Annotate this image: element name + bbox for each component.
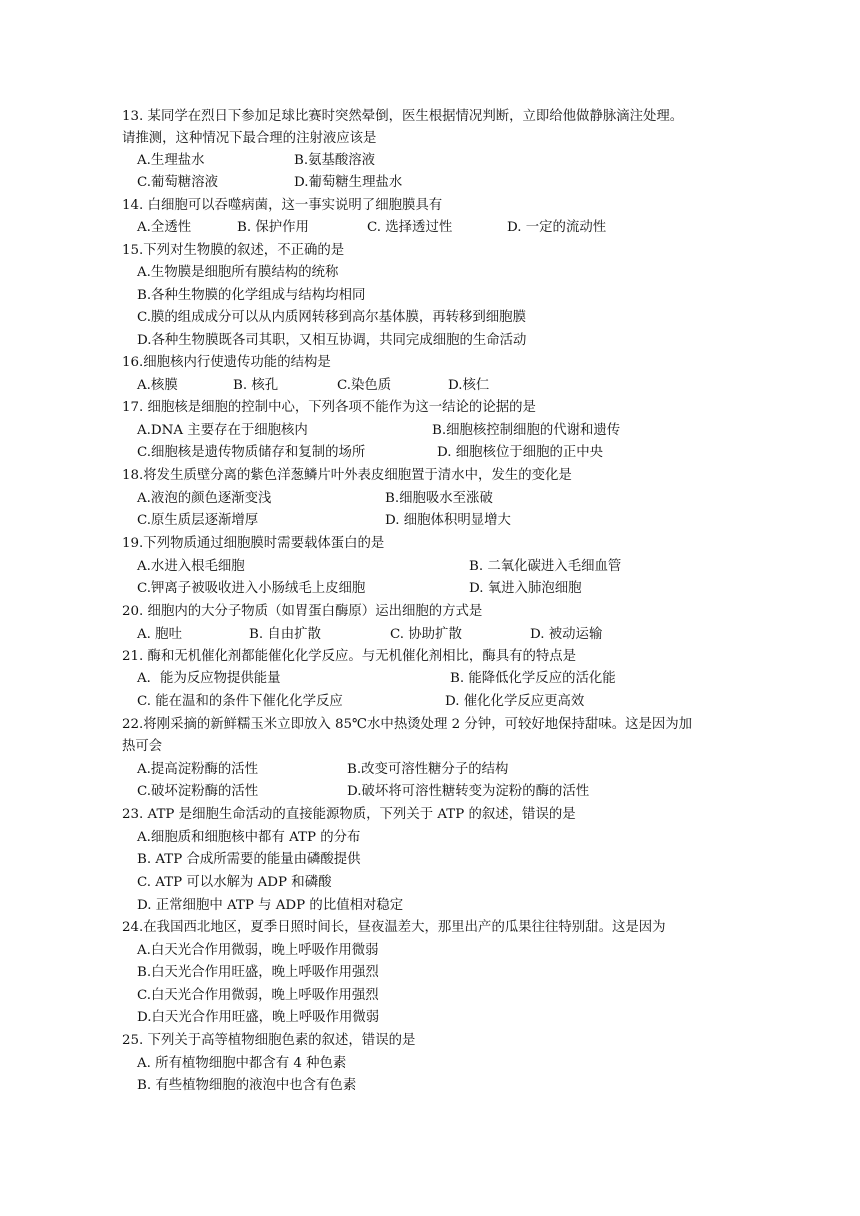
question-13-option-a: A.生理盐水 [137, 153, 205, 168]
question-25-stem: 25. 下列关于高等植物细胞色素的叙述，错误的是 [122, 1033, 416, 1048]
question-16-option-a: A.核膜 [137, 378, 178, 393]
question-21-option-b: B. 能降低化学反应的活化能 [450, 671, 616, 686]
question-21-option-d: D. 催化化学反应更高效 [445, 694, 585, 709]
question-25-option-b [137, 1076, 827, 1096]
question-16-option-b: B. 核孔 [233, 378, 279, 393]
question-24-option-a [137, 941, 827, 961]
question-18-option-a: A.液泡的颜色逐渐变浅 [137, 491, 272, 506]
question-22-option-a: A.提高淀粉酶的活性 [137, 762, 259, 777]
question-20-option-c: C. 协助扩散 [390, 627, 462, 642]
question-20-options-row [137, 625, 827, 645]
question-23-option-a-text: A.细胞质和细胞核中都有 ATP 的分布 [137, 830, 361, 845]
question-18-option-c: C.原生质层逐渐增厚 [137, 513, 259, 528]
question-15-option-a [137, 263, 827, 283]
question-15-stem: 15.下列对生物膜的叙述，不正确的是 [122, 243, 345, 258]
question-17-option-d: D. 细胞核位于细胞的正中央 [437, 445, 604, 460]
question-20-option-a: A. 胞吐 [137, 627, 182, 642]
question-24-stem: 24.在我国西北地区，夏季日照时间长，昼夜温差大，那里出产的瓜果往往特别甜。这是因为 [122, 920, 666, 935]
question-15-option-d-text: D.各种生物膜既各司其职，又相互协调，共同完成细胞的生命活动 [137, 333, 527, 348]
question-18-options-row-1 [137, 489, 827, 509]
question-19-option-d: D. 氧进入肺泡细胞 [469, 581, 582, 596]
question-13-option-b: B.氨基酸溶液 [294, 153, 376, 168]
question-14-options-row [137, 218, 827, 238]
question-17-option-c: C.细胞核是遗传物质储存和复制的场所 [137, 445, 366, 460]
question-15-option-a-text: A.生物膜是细胞所有膜结构的统称 [137, 265, 339, 280]
question-15-option-b-text: B.各种生物膜的化学组成与结构均相同 [137, 288, 366, 303]
question-13-option-c: C.葡萄糖溶液 [137, 175, 218, 190]
question-24-option-c [137, 986, 827, 1006]
question-13-stem: 13. 某同学在烈日下参加足球比赛时突然晕倒，医生根据情况判断，立即给他做静脉滴注处理。 [122, 109, 684, 124]
question-19-options-row-2 [137, 579, 827, 599]
question-20-option-b: B. 自由扩散 [249, 627, 321, 642]
question-22-stem-cont: 热可会 [122, 739, 163, 754]
question-22-stem: 22.将刚采摘的新鲜糯玉米立即放入 85℃水中热烫处理 2 分钟，可较好地保持甜味。这是因为加 [122, 717, 693, 732]
question-15-option-c-text: C.膜的组成成分可以从内质网转移到高尔基体膜，再转移到细胞膜 [137, 310, 526, 325]
question-19-stem: 19.下列物质通过细胞膜时需要载体蛋白的是 [122, 536, 385, 551]
question-21-stem: 21. 酶和无机催化剂都能催化化学反应。与无机催化剂相比，酶具有的特点是 [122, 649, 577, 664]
question-22-options-row-1 [137, 760, 827, 780]
question-23-stem: 23. ATP 是细胞生命活动的直接能源物质，下列关于 ATP 的叙述，错误的是 [122, 807, 576, 822]
question-15-option-d [137, 331, 827, 351]
question-23-option-d-text: D. 正常细胞中 ATP 与 ADP 的比值相对稳定 [137, 898, 404, 913]
question-22-option-b: B.改变可溶性糖分子的结构 [347, 762, 509, 777]
question-14-option-a: A.全透性 [137, 220, 192, 235]
question-13-options-row-2 [137, 173, 827, 193]
question-19-options-row-1 [137, 557, 827, 577]
question-17-stem: 17. 细胞核是细胞的控制中心，下列各项不能作为这一结论的论据的是 [122, 400, 536, 415]
question-24-option-b-text: B.白天光合作用旺盛，晚上呼吸作用强烈 [137, 965, 379, 980]
question-14-option-d: D. 一定的流动性 [507, 220, 607, 235]
question-13-options-row-1 [137, 151, 827, 171]
question-13-stem-cont: 请推测，这种情况下最合理的注射液应该是 [122, 131, 377, 146]
question-14-option-b: B. 保护作用 [237, 220, 309, 235]
question-14-stem: 14. 白细胞可以吞噬病菌，这一事实说明了细胞膜具有 [122, 198, 443, 213]
question-22-options-row-2 [137, 782, 827, 802]
question-17-option-b: B.细胞核控制细胞的代谢和遗传 [432, 423, 621, 438]
question-18-option-d: D. 细胞体积明显增大 [385, 513, 511, 528]
question-19-option-a: A.水进入根毛细胞 [137, 559, 245, 574]
question-13-option-d: D.葡萄糖生理盐水 [294, 175, 403, 190]
question-18-options-row-2 [137, 511, 827, 531]
question-23-option-a [137, 828, 827, 848]
question-24-option-c-text: C.白天光合作用微弱，晚上呼吸作用强烈 [137, 988, 379, 1003]
question-23-option-c-text: C. ATP 可以水解为 ADP 和磷酸 [137, 875, 332, 890]
question-17-option-a: A.DNA 主要存在于细胞核内 [137, 423, 308, 438]
question-15-option-c [137, 308, 827, 328]
question-23-option-d [137, 896, 827, 916]
question-17-options-row-1 [137, 421, 827, 441]
question-17-options-row-2 [137, 443, 827, 463]
question-25-option-b-text: B. 有些植物细胞的液泡中也含有色素 [137, 1078, 357, 1093]
question-21-options-row-2 [137, 692, 827, 712]
question-24-option-d-text: D.白天光合作用旺盛，晚上呼吸作用微弱 [137, 1010, 380, 1025]
question-25-option-a [137, 1054, 827, 1074]
question-18-stem: 18.将发生质壁分离的紫色洋葱鳞片叶外表皮细胞置于清水中，发生的变化是 [122, 468, 572, 483]
question-14-option-c: C. 选择透过性 [367, 220, 453, 235]
question-15-option-b [137, 286, 827, 306]
question-19-option-c: C.钾离子被吸收进入小肠绒毛上皮细胞 [137, 581, 366, 596]
question-19-option-b: B. 二氧化碳进入毛细血管 [469, 559, 622, 574]
question-20-stem: 20. 细胞内的大分子物质（如胃蛋白酶原）运出细胞的方式是 [122, 604, 483, 619]
question-16-option-d: D.核仁 [448, 378, 490, 393]
question-16-stem: 16.细胞核内行使遗传功能的结构是 [122, 355, 331, 370]
question-23-option-b-text: B. ATP 合成所需要的能量由磷酸提供 [137, 852, 361, 867]
question-24-option-b [137, 963, 827, 983]
question-24-option-a-text: A.白天光合作用微弱，晚上呼吸作用微弱 [137, 943, 379, 958]
question-22-option-c: C.破坏淀粉酶的活性 [137, 784, 259, 799]
question-16-options-row [137, 376, 827, 396]
question-18-option-b: B.细胞吸水至涨破 [385, 491, 493, 506]
question-21-option-c: C. 能在温和的条件下催化化学反应 [137, 694, 343, 709]
question-23-option-c [137, 873, 827, 893]
question-22-option-d: D.破坏将可溶性糖转变为淀粉的酶的活性 [347, 784, 590, 799]
question-21-options-row-1 [137, 669, 827, 689]
question-21-option-a: A．能为反应物提供能量 [137, 671, 281, 686]
question-25-option-a-text: A. 所有植物细胞中都含有 4 种色素 [137, 1056, 347, 1071]
question-16-option-c: C.染色质 [337, 378, 392, 393]
question-23-option-b [137, 850, 827, 870]
question-20-option-d: D. 被动运输 [530, 627, 603, 642]
question-24-option-d [137, 1008, 827, 1028]
